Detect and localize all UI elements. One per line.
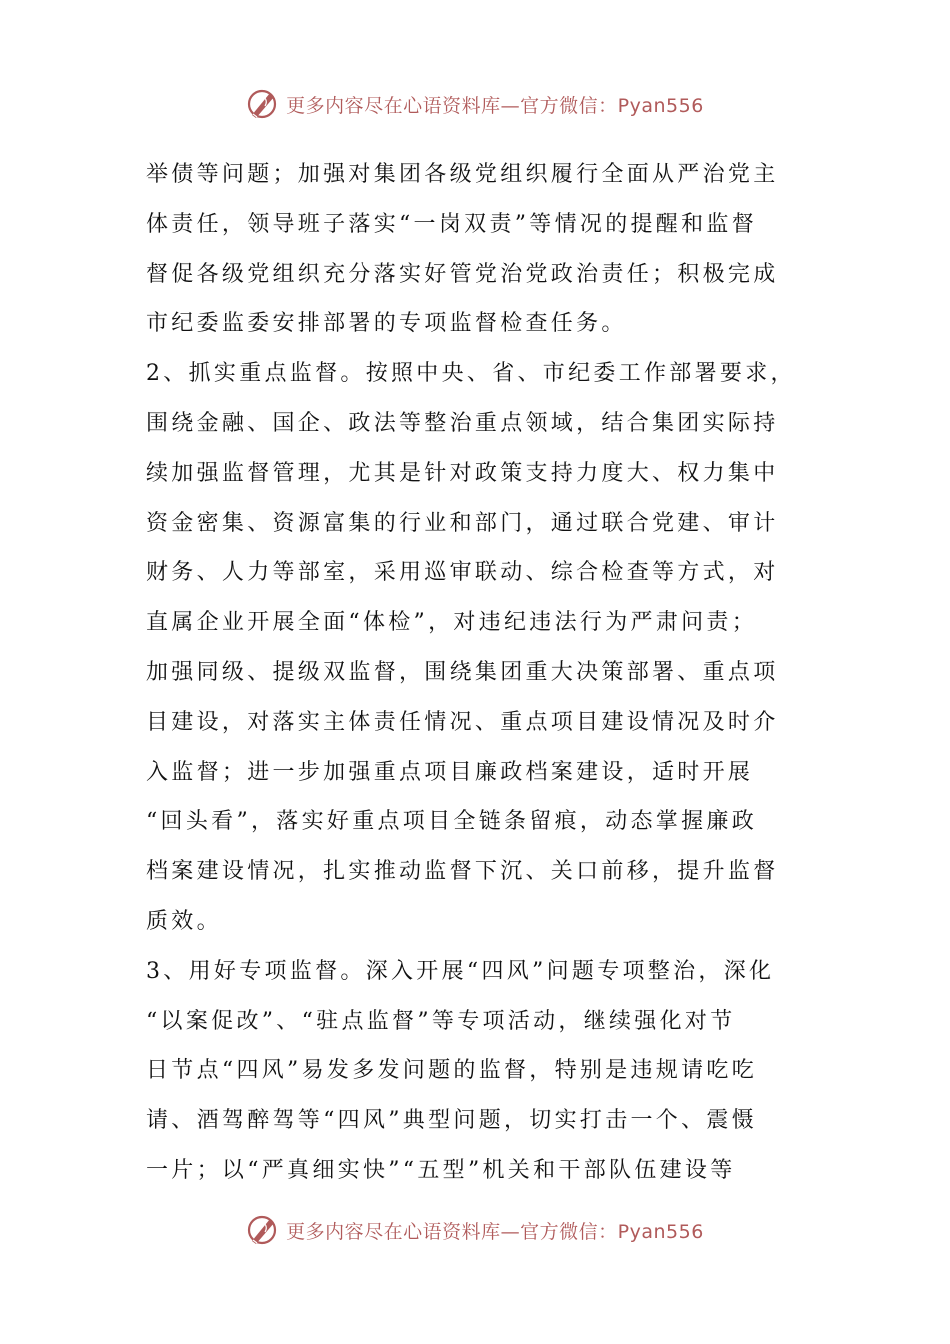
body-line: 2、抓实重点监督。按照中央、省、市纪委工作部署要求，	[146, 361, 796, 387]
watermark-text	[286, 91, 704, 118]
body-line: 围绕金融、国企、政法等整治重点领域，结合集团实际持	[146, 410, 779, 436]
body-line: 资金密集、资源富集的行业和部门，通过联合党建、审计	[146, 510, 779, 536]
body-line: 日节点“四风”易发多发问题的监督，特别是违规请吃吃	[146, 1058, 757, 1084]
body-line: 直属企业开展全面“体检”，对违纪违法行为严肃问责；	[146, 610, 757, 636]
body-line: 体责任，领导班子落实“一岗双责”等情况的提醒和监督	[146, 211, 757, 237]
body-line: 督促各级党组织充分落实好管党治党政治责任；积极完成	[146, 261, 779, 287]
body-line: “回头看”，落实好重点项目全链条留痕，动态掌握廉政	[146, 809, 757, 835]
watermark-text-cn: 更多内容尽在心语资料库—官方微信：	[286, 94, 618, 117]
watermark-wechat-id: Pyan556	[617, 94, 704, 117]
watermark-wechat-id: Pyan556	[617, 1220, 704, 1243]
document-body	[146, 150, 808, 1196]
body-line: 入监督；进一步加强重点项目廉政档案建设，适时开展	[146, 759, 754, 785]
body-line: 市纪委监委安排部署的专项监督检查任务。	[146, 311, 627, 337]
header-watermark-banner	[0, 84, 950, 124]
body-line: 目建设，对落实主体责任情况、重点项目建设情况及时介	[146, 709, 779, 735]
pen-logo-icon	[246, 87, 280, 121]
body-line: 加强同级、提级双监督，围绕集团重大决策部署、重点项	[146, 659, 779, 685]
body-line: 续加强监督管理，尤其是针对政策支持力度大、权力集中	[146, 460, 779, 486]
body-line: 举债等问题；加强对集团各级党组织履行全面从严治党主	[146, 162, 779, 187]
body-line: 3、用好专项监督。深入开展“四风”问题专项整治，深化	[146, 958, 775, 984]
body-line: 请、酒驾醉驾等“四风”典型问题，切实打击一个、震慑	[146, 1108, 757, 1134]
watermark-text-cn: 更多内容尽在心语资料库—官方微信：	[286, 1220, 618, 1243]
body-line: 一片；以“严真细实快”“五型”机关和干部队伍建设等	[146, 1157, 736, 1183]
pen-logo-icon	[246, 1213, 280, 1247]
footer-watermark-banner	[0, 1210, 950, 1250]
watermark-text	[286, 1217, 704, 1244]
body-line: “以案促改”、“驻点监督”等专项活动，继续强化对节	[146, 1008, 736, 1034]
body-line: 财务、人力等部室，采用巡审联动、综合检查等方式，对	[146, 560, 779, 586]
body-line: 档案建设情况，扎实推动监督下沉、关口前移，提升监督	[146, 859, 779, 885]
body-line: 质效。	[146, 908, 222, 934]
